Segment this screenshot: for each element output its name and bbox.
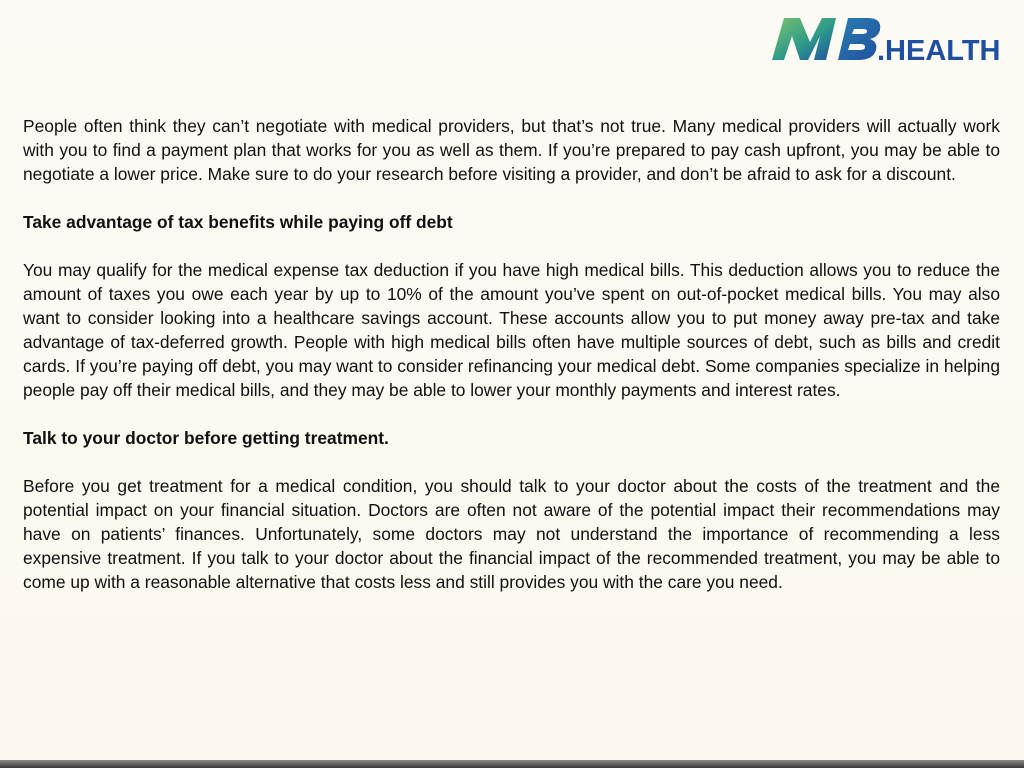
logo-graphic bbox=[770, 12, 1002, 68]
bottom-border-bar bbox=[0, 760, 1024, 768]
logo-health-text: .HEALTH bbox=[877, 35, 1001, 67]
section-heading-talk-to-doctor: Talk to your doctor before getting treatment. bbox=[23, 428, 389, 448]
intro-paragraph: People often think they can’t negotiate with medical providers, but that’s not true. Many medical providers will actually work with you to find a payment plan that works for you as well as them. If you’re prepared to pay cash upfront, you may be able to negotiate a lower price. Make sure to do your research before visiting a provider, and don’t be afraid to ask for a discount. bbox=[23, 116, 1000, 184]
logo-m-shape bbox=[772, 18, 836, 60]
logo-b-shape bbox=[838, 18, 880, 60]
article-body bbox=[23, 114, 1000, 618]
mb-health-logo bbox=[770, 12, 1002, 68]
section-heading-tax-benefits: Take advantage of tax benefits while paying off debt bbox=[23, 212, 453, 232]
section-paragraph-talk-to-doctor: Before you get treatment for a medical condition, you should talk to your doctor about the costs of the treatment and the potential impact on your financial situation. Doctors are often not aware of the potential impact their recommendations may have on patients’ finances. Unfortunately, some doctors may not understand the importance of recommending a less expensive treatment. If you talk to your doctor about the financial impact of the recommended treatment, you may be able to come up with a reasonable alternative that costs less and still provides you with the care you need. bbox=[23, 476, 1000, 592]
section-paragraph-tax-benefits: You may qualify for the medical expense tax deduction if you have high medical bills. This deduction allows you to reduce the amount of taxes you owe each year by up to 10% of the amount you’ve spent on out-of-pocket medical bills. You may also want to consider looking into a healthcare savings account. These accounts allow you to put money away pre-tax and take advantage of tax-deferred growth. People with high medical bills often have multiple sources of debt, such as bills and credit cards. If you’re paying off debt, you may want to consider refinancing your medical debt. Some companies specialize in helping people pay off their medical bills, and they may be able to lower your monthly payments and interest rates. bbox=[23, 260, 1000, 400]
